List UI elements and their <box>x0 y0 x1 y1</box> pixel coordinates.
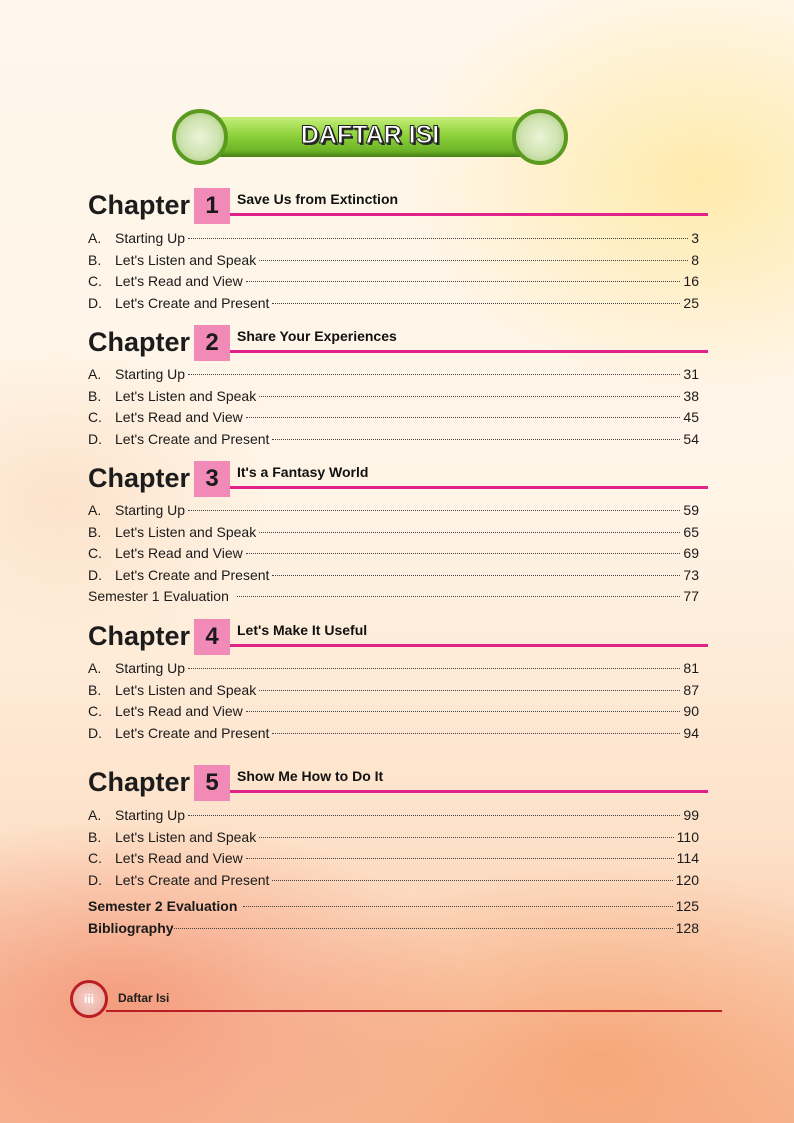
toc-entry-letter: C. <box>88 545 102 561</box>
toc-entry-label: Starting Up <box>115 660 186 676</box>
toc-entry-letter: B. <box>88 828 102 845</box>
chapter-word: Chapter <box>88 327 191 357</box>
toc-entry-page: 69 <box>683 545 699 561</box>
dot-leader <box>246 858 674 859</box>
chapter-word: Chapter <box>88 463 191 493</box>
toc-entry[interactable] <box>88 567 699 589</box>
toc-entry-label: Starting Up <box>115 230 186 246</box>
chapter-rule <box>230 644 708 647</box>
toc-entry-label: Let's Listen and Speak <box>115 251 257 268</box>
toc-entry-page: 73 <box>683 566 699 583</box>
toc-entry[interactable] <box>88 545 699 567</box>
toc-entry-label: Let's Create and Present <box>115 724 270 741</box>
page-number-badge: iii <box>70 980 108 1018</box>
toc-entry-page: 31 <box>683 366 699 382</box>
chapter-5-heading <box>88 765 708 805</box>
dot-leader <box>259 260 688 261</box>
dot-leader <box>246 281 681 282</box>
toc-entry-page: 128 <box>675 920 699 936</box>
toc-entry-letter: A. <box>88 366 102 382</box>
chapter-title[interactable]: Share Your Experiences <box>237 328 397 344</box>
toc-entry-letter: D. <box>88 724 102 741</box>
toc-entry[interactable] <box>88 502 699 524</box>
dot-leader <box>246 553 681 554</box>
chapter-rule <box>230 213 708 216</box>
toc-entry[interactable] <box>88 252 699 274</box>
end-matter <box>88 898 708 942</box>
toc-entry-label: Let's Create and Present <box>115 430 270 447</box>
toc-entry[interactable] <box>88 682 699 704</box>
toc-entry-bibliography[interactable] <box>88 920 699 942</box>
toc-entry-label: Let's Read and View <box>115 703 243 719</box>
toc-entry-label: Let's Create and Present <box>115 871 270 888</box>
toc-entry-label: Let's Read and View <box>115 850 243 866</box>
dot-leader <box>174 928 673 929</box>
dot-leader <box>259 690 680 691</box>
toc-entry-page: 81 <box>683 660 699 676</box>
toc-entry-page: 16 <box>683 273 699 289</box>
toc-entry-letter: C. <box>88 409 102 425</box>
toc-entry[interactable] <box>88 829 699 851</box>
page-title: DAFTAR ISI <box>300 121 440 149</box>
chapter-2-heading <box>88 325 708 365</box>
toc-entry-semester-1[interactable] <box>88 588 699 610</box>
toc-entry-page: 45 <box>683 409 699 425</box>
dot-leader <box>243 906 672 907</box>
toc-entry[interactable] <box>88 273 699 295</box>
toc-entry-letter: B. <box>88 387 102 404</box>
toc-entry-page: 90 <box>683 703 699 719</box>
dot-leader <box>272 439 680 440</box>
chapter-word: Chapter <box>88 190 191 220</box>
toc-entry-label: Let's Listen and Speak <box>115 681 257 698</box>
toc-entry-label: Bibliography <box>88 920 174 936</box>
toc-entry[interactable] <box>88 409 699 431</box>
chapter-title[interactable]: It's a Fantasy World <box>237 464 369 480</box>
toc-entry[interactable] <box>88 850 699 872</box>
dot-leader <box>188 238 688 239</box>
toc-entry-letter: D. <box>88 566 102 583</box>
toc-entry-page: 3 <box>691 230 699 246</box>
toc-entry-letter: A. <box>88 502 102 518</box>
dot-leader <box>188 668 680 669</box>
dot-leader <box>272 575 680 576</box>
toc-entry-letter: D. <box>88 871 102 888</box>
toc-entry-page: 125 <box>675 898 699 914</box>
toc-entry-semester-2[interactable] <box>88 898 699 920</box>
toc-entry-page: 110 <box>676 828 699 845</box>
dot-leader <box>246 417 681 418</box>
toc-entry-label: Let's Listen and Speak <box>115 387 257 404</box>
dot-leader <box>188 374 680 375</box>
toc-entry-label: Semester 1 Evaluation <box>88 588 229 604</box>
dot-leader <box>259 532 680 533</box>
toc-entry-letter: D. <box>88 294 102 311</box>
footer-rule <box>106 1010 722 1012</box>
dot-leader <box>237 596 681 597</box>
toc-entry[interactable] <box>88 872 699 894</box>
dot-leader <box>272 733 680 734</box>
chapter-rule <box>230 486 708 489</box>
chapter-word: Chapter <box>88 621 191 651</box>
toc-entry-page: 99 <box>683 807 699 823</box>
chapter-3-heading <box>88 461 708 501</box>
chapter-word: Chapter <box>88 767 191 797</box>
toc-entry[interactable] <box>88 725 699 747</box>
toc-entry-letter: B. <box>88 251 102 268</box>
toc-entry-page: 87 <box>683 681 699 698</box>
toc-entry-label: Let's Read and View <box>115 545 243 561</box>
toc-entry[interactable] <box>88 524 699 546</box>
toc-entry-label: Let's Create and Present <box>115 566 270 583</box>
toc-entry[interactable] <box>88 807 699 829</box>
toc-entry[interactable] <box>88 230 699 252</box>
chapter-title[interactable]: Let's Make It Useful <box>237 622 368 638</box>
chapter-number-badge: 2 <box>194 325 230 361</box>
toc-entry[interactable] <box>88 388 699 410</box>
toc-entry[interactable] <box>88 295 699 317</box>
chapter-4-heading <box>88 619 708 659</box>
toc-entry-label: Starting Up <box>115 502 186 518</box>
chapter-4-section <box>88 619 708 746</box>
toc-entry-letter: B. <box>88 523 102 540</box>
toc-entry-page: 54 <box>683 430 699 447</box>
toc-entry[interactable] <box>88 703 699 725</box>
chapter-1-section <box>88 188 708 316</box>
toc-entry-letter: C. <box>88 703 102 719</box>
dot-leader <box>272 880 672 881</box>
toc-entry[interactable] <box>88 660 699 682</box>
dot-leader <box>246 711 681 712</box>
chapter-number-badge: 5 <box>194 765 230 801</box>
toc-entry-label: Let's Read and View <box>115 273 243 289</box>
toc-entry-label: Starting Up <box>115 807 186 823</box>
chapter-rule <box>230 790 708 793</box>
toc-entry-label: Semester 2 Evaluation <box>88 898 238 914</box>
chapter-number-badge: 3 <box>194 461 230 497</box>
toc-entry-label: Let's Create and Present <box>115 294 270 311</box>
page-footer <box>70 980 722 1020</box>
dot-leader <box>259 396 680 397</box>
toc-entry[interactable] <box>88 366 699 388</box>
toc-entry-label: Let's Listen and Speak <box>115 523 257 540</box>
toc-entry-page: 120 <box>675 871 699 888</box>
chapter-1-heading <box>88 188 708 228</box>
chapter-5-section <box>88 765 708 893</box>
chapter-2-section <box>88 325 708 452</box>
toc-entry-page: 59 <box>683 502 699 518</box>
toc-entry-page: 94 <box>683 724 699 741</box>
chapter-title[interactable]: Save Us from Extinction <box>237 191 399 207</box>
footer-label: Daftar Isi <box>118 991 170 1005</box>
toc-entry-page: 25 <box>683 294 699 311</box>
toc-entry-letter: A. <box>88 660 102 676</box>
toc-entry-letter: D. <box>88 430 102 447</box>
toc-entry-label: Let's Listen and Speak <box>115 828 257 845</box>
toc-entry-letter: B. <box>88 681 102 698</box>
toc-entry-letter: A. <box>88 807 102 823</box>
dot-leader <box>272 303 680 304</box>
toc-entry-label: Starting Up <box>115 366 186 382</box>
chapter-number-badge: 4 <box>194 619 230 655</box>
chapter-title[interactable]: Show Me How to Do It <box>237 768 384 784</box>
toc-entry-page: 38 <box>683 387 699 404</box>
chapter-rule <box>230 350 708 353</box>
toc-entry[interactable] <box>88 431 699 453</box>
chapter-3-section <box>88 461 708 610</box>
dot-leader <box>188 510 680 511</box>
toc-entry-page: 8 <box>691 251 699 268</box>
dot-leader <box>259 837 673 838</box>
toc-entry-letter: C. <box>88 273 102 289</box>
chapter-number-badge: 1 <box>194 188 230 224</box>
toc-entry-page: 65 <box>683 523 699 540</box>
title-banner <box>172 108 568 166</box>
toc-entry-label: Let's Read and View <box>115 409 243 425</box>
dot-leader <box>188 815 680 816</box>
toc-entry-page: 114 <box>676 850 699 866</box>
toc-entry-letter: C. <box>88 850 102 866</box>
toc-entry-letter: A. <box>88 230 102 246</box>
toc-entry-page: 77 <box>683 588 699 604</box>
